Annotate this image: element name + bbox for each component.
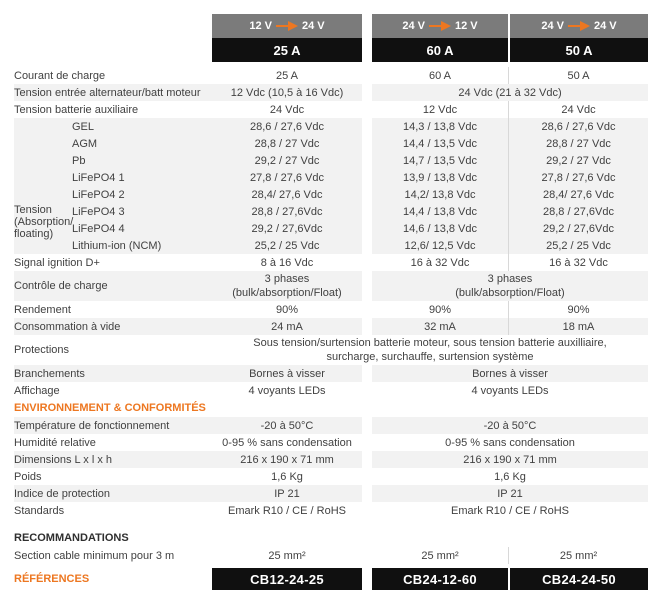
- spec-row-temperature: [0, 417, 648, 434]
- spec-row-courant-de-charge: [0, 67, 648, 84]
- cell-value: Emark R10 / CE / RoHS: [228, 504, 346, 517]
- row-sublabel: Lithium-ion (NCM): [72, 239, 162, 252]
- cell-value: 28,8 / 27 Vdc: [254, 137, 320, 150]
- spec-row-dimensions: [0, 451, 648, 468]
- cell-value: 50 A: [508, 67, 648, 84]
- voltage-cell-model3: [508, 14, 648, 38]
- row-label: Affichage: [14, 384, 60, 397]
- cell-value: 216 x 190 x 71 mm: [240, 453, 334, 466]
- cell-value: 216 x 190 x 71 mm: [463, 453, 557, 466]
- cell-value: 28,4/ 27,6 Vdc: [251, 188, 323, 201]
- cell-value: 90%: [428, 303, 452, 316]
- cell-value: 27,8 / 27,6 Vdc: [250, 171, 324, 184]
- row-label: Rendement: [14, 303, 71, 316]
- voltage-to: 24 V: [594, 20, 617, 32]
- cell-value: 12 Vdc: [422, 103, 458, 116]
- cell-value: 4 voyants LEDs: [248, 384, 326, 397]
- spec-row-gel: [0, 118, 648, 135]
- cell-value: 14,2/ 13,8 Vdc: [404, 188, 476, 201]
- voltage-from: 12 V: [249, 20, 272, 32]
- cell-value: 90%: [275, 303, 299, 316]
- references-row: [0, 568, 648, 590]
- voltage-cell-model2: [372, 14, 508, 38]
- amperage-cell-model1: [212, 38, 362, 62]
- reference-badge-model3: CB24-24-50: [508, 568, 648, 590]
- cell-value: IP 21: [497, 487, 523, 500]
- cell-value: 14,3 / 13,8 Vdc: [403, 120, 477, 133]
- row-sublabel: LiFePO4 2: [72, 188, 125, 201]
- arrow-right-icon: [568, 21, 590, 31]
- spec-row-poids: [0, 468, 648, 485]
- cell-value: 3 phases (bulk/absorption/Float): [232, 273, 342, 299]
- row-sublabel: GEL: [72, 120, 95, 133]
- row-sublabel: LiFePO4 3: [72, 205, 125, 218]
- cell-value: 1,6 Kg: [271, 470, 303, 483]
- voltage-to: 12 V: [455, 20, 478, 32]
- spec-row-branchements: [0, 365, 648, 382]
- row-sublabel: Pb: [72, 154, 86, 167]
- cell-value: 1,6 Kg: [494, 470, 526, 483]
- amperage-value: 60 A: [426, 42, 454, 58]
- row-label: Standards: [14, 504, 65, 517]
- spec-row-rendement: [0, 301, 648, 318]
- cell-value: 29,2 / 27 Vdc: [254, 154, 320, 167]
- cell-value: -20 à 50°C: [483, 419, 537, 432]
- row-label: Indice de protection: [14, 487, 111, 500]
- spec-row-lifepo4-2: [0, 186, 648, 203]
- row-label: Section cable minimum pour 3 m: [14, 549, 175, 562]
- cell-value: 14,6 / 13,8 Vdc: [403, 222, 477, 235]
- cell-value: Bornes à visser: [472, 367, 548, 380]
- spec-row-lifepo4-1: [0, 169, 648, 186]
- row-label: Dimensions L x l x h: [14, 453, 113, 466]
- cell-value: 24 Vdc: [269, 103, 305, 116]
- voltage-band: [0, 14, 648, 38]
- cell-value: 28,6 / 27,6 Vdc: [250, 120, 324, 133]
- row-sublabel: LiFePO4 1: [72, 171, 125, 184]
- cell-value: 4 voyants LEDs: [471, 384, 549, 397]
- row-label: Tension batterie auxiliaire: [14, 103, 139, 116]
- cell-value: 32 mA: [424, 320, 456, 333]
- amperage-cell-model3: [508, 38, 648, 62]
- cell-value: 0-95 % sans condensation: [222, 436, 352, 449]
- voltage-from: 24 V: [402, 20, 425, 32]
- row-label: Contrôle de charge: [14, 280, 108, 292]
- cell-value: 14,7 / 13,5 Vdc: [403, 154, 477, 167]
- cell-value: 25 A: [275, 69, 299, 82]
- cell-value: 25,2 / 25 Vdc: [254, 239, 320, 252]
- voltage-to: 24 V: [302, 20, 325, 32]
- spec-row-tension-entree: [0, 84, 648, 101]
- amperage-value: 50 A: [565, 42, 593, 58]
- spec-row-standards: [0, 502, 648, 519]
- amperage-cell-model2: [372, 38, 508, 62]
- spec-row-agm: [0, 135, 648, 152]
- spec-row-controle-de-charge: [0, 271, 648, 301]
- cell-value: 0-95 % sans condensation: [445, 436, 575, 449]
- spec-row-section-cable: [0, 547, 648, 564]
- amperage-value: 25 A: [273, 42, 301, 58]
- cell-value: 8 à 16 Vdc: [260, 256, 314, 269]
- spec-row-lifepo4-3: [0, 203, 648, 220]
- cell-value: 13,9 / 13,8 Vdc: [403, 171, 477, 184]
- cell-value: -20 à 50°C: [260, 419, 314, 432]
- cell-value: 14,4 / 13,5 Vdc: [403, 137, 477, 150]
- row-label: Protections: [14, 344, 70, 356]
- cell-value: 16 à 32 Vdc: [410, 256, 470, 269]
- cell-value: 27,8 / 27,6 Vdc: [508, 169, 648, 186]
- cell-value: Sous tension/surtension batterie moteur, sous tension batterie auxilliaire, surcharge, surchauffe, surtension système: [253, 337, 607, 363]
- spec-row-lifepo4-4: [0, 220, 648, 237]
- amperage-band: [0, 38, 648, 62]
- row-label: Signal ignition D+: [14, 256, 100, 269]
- row-label: Humidité relative: [14, 436, 96, 449]
- cell-value: 60 A: [428, 69, 452, 82]
- cell-value: 24 Vdc (21 à 32 Vdc): [458, 86, 562, 99]
- cell-value: 16 à 32 Vdc: [508, 254, 648, 271]
- row-label: Consommation à vide: [14, 320, 121, 333]
- reference-badge-model2: CB24-12-60: [372, 568, 508, 590]
- spec-row-signal-ignition: [0, 254, 648, 271]
- spec-row-tension-batterie-auxiliaire: [0, 101, 648, 118]
- spec-row-humidite: [0, 434, 648, 451]
- cell-value: 29,2 / 27 Vdc: [508, 152, 648, 169]
- cell-value: Emark R10 / CE / RoHS: [451, 504, 569, 517]
- cell-value: 25 mm²: [268, 549, 306, 562]
- arrow-right-icon: [276, 21, 298, 31]
- cell-value: 29,2 / 27,6Vdc: [508, 220, 648, 237]
- cell-value: 18 mA: [508, 318, 648, 335]
- group-label-tension: Tension (Absorption/ floating): [14, 204, 74, 240]
- row-label: Température de fonctionnement: [14, 419, 170, 432]
- reference-badge-model1: CB12-24-25: [212, 568, 362, 590]
- row-sublabel: AGM: [72, 137, 98, 150]
- arrow-right-icon: [429, 21, 451, 31]
- references-label: RÉFÉRENCES: [14, 573, 90, 585]
- row-label: Poids: [14, 470, 42, 483]
- row-sublabel: LiFePO4 4: [72, 222, 125, 235]
- spec-row-consommation-a-vide: [0, 318, 648, 335]
- spec-row-lithium-ion-ncm: [0, 237, 648, 254]
- cell-value: 12 Vdc (10,5 à 16 Vdc): [230, 86, 344, 99]
- spec-row-protections: [0, 335, 648, 365]
- cell-value: 25 mm²: [421, 549, 459, 562]
- spec-row-indice-protection: [0, 485, 648, 502]
- voltage-cell-model1: [212, 14, 362, 38]
- cell-value: 28,6 / 27,6 Vdc: [508, 118, 648, 135]
- cell-value: 24 Vdc: [508, 101, 648, 118]
- cell-value: 28,8 / 27,6Vdc: [508, 203, 648, 220]
- cell-value: 3 phases (bulk/absorption/Float): [455, 273, 565, 299]
- cell-value: 24 mA: [271, 320, 303, 333]
- cell-value: 25,2 / 25 Vdc: [508, 237, 648, 254]
- spec-row-pb: [0, 152, 648, 169]
- cell-value: 28,8 / 27,6Vdc: [251, 205, 323, 218]
- cell-value: 25 mm²: [508, 547, 648, 564]
- section-title-recommandations: RECOMMANDATIONS: [14, 532, 129, 544]
- cell-value: 28,8 / 27 Vdc: [508, 135, 648, 152]
- cell-value: 90%: [508, 301, 648, 318]
- row-label: Branchements: [14, 367, 85, 380]
- cell-value: 28,4/ 27,6 Vdc: [508, 186, 648, 203]
- cell-value: 29,2 / 27,6Vdc: [251, 222, 323, 235]
- cell-value: 12,6/ 12,5 Vdc: [404, 239, 476, 252]
- tension-absorption-group: [0, 118, 648, 254]
- cell-value: IP 21: [274, 487, 300, 500]
- cell-value: Bornes à visser: [249, 367, 325, 380]
- section-title-environnement: ENVIRONNEMENT & CONFORMITÉS: [14, 402, 206, 414]
- cell-value: 14,4 / 13,8 Vdc: [403, 205, 477, 218]
- voltage-from: 24 V: [541, 20, 564, 32]
- spec-row-affichage: [0, 382, 648, 399]
- row-label: Tension entrée alternateur/batt moteur: [14, 86, 201, 99]
- row-label: Courant de charge: [14, 69, 106, 82]
